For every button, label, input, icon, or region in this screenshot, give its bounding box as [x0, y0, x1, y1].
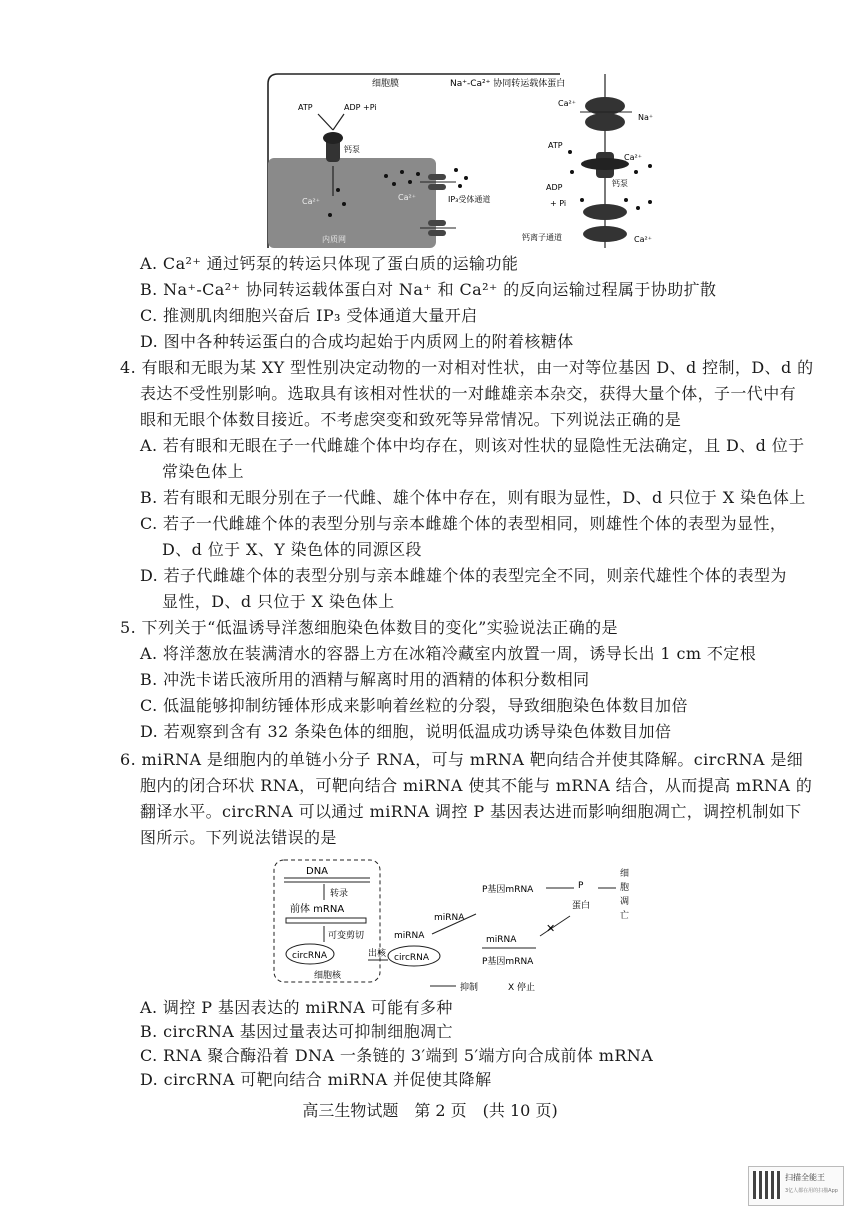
q6-option-b: B. circRNA 基因过量表达可抑制细胞凋亡 — [140, 1022, 453, 1041]
q3-option-a: A. Ca²⁺ 通过钙泵的转运只体现了蛋白质的运输功能 — [140, 254, 519, 273]
q4-option-d: D. 若子代雌雄个体的表型分别与亲本雌雄个体的表型完全不同，则亲代雄性个体的表型为 — [140, 566, 787, 585]
scanner-label: 扫描全能王 — [785, 1173, 825, 1182]
dna-label: DNA — [306, 866, 329, 877]
er-region — [268, 158, 436, 248]
q4-option-a-cont: 常染色体上 — [162, 462, 245, 481]
calcium-transport-figure — [260, 70, 680, 248]
splice-label: 可变剪切 — [328, 931, 365, 941]
q4-option-c-cont: D、d 位于 X、Y 染色体的同源区段 — [162, 540, 422, 559]
circrna-label: circRNA — [292, 951, 328, 961]
er-label: 内质网 — [322, 235, 346, 244]
p-protein-2: 蛋白 — [572, 901, 591, 911]
apoptosis-1: 细 — [620, 869, 630, 879]
membrane-label: 细胞膜 — [372, 79, 400, 89]
r-pi: + Pi — [550, 199, 567, 208]
mirna-p-label: miRNA — [486, 935, 517, 945]
mirna-free-label: miRNA — [434, 913, 465, 923]
right-pump-icon — [581, 152, 629, 178]
nucleus-label: 细胞核 — [314, 971, 342, 981]
r-na: Na⁺ — [638, 113, 654, 122]
ca-er-label: Ca²⁺ — [398, 193, 416, 202]
r-pump: 钙泵 — [612, 179, 628, 188]
q6-option-c: C. RNA 聚合酶沿着 DNA 一条链的 3′端到 5′端方向合成前体 mRNA — [140, 1046, 654, 1065]
q5-stem: 5. 下列关于“低温诱导洋葱细胞染色体数目的变化”实验说法正确的是 — [120, 618, 618, 637]
pump-label: 钙泵 — [344, 145, 360, 154]
circrna-regulation-figure — [270, 856, 645, 996]
q6-stem-1: 6. miRNA 是细胞内的单链小分子 RNA，可与 mRNA 靶向结合并使其降解。circRNA 是细 — [120, 750, 804, 769]
q4-stem-1: 4. 有眼和无眼为某 XY 型性别决定动物的一对相对性状，由一对等位基因 D、d 控制，D、d 的 — [120, 358, 814, 377]
circrna-cyto-label: circRNA — [394, 953, 430, 963]
q6-stem-3: 翻译水平。circRNA 可以通过 miRNA 调控 P 基因表达进而影响细胞凋亡，调控机制如下 — [140, 802, 802, 821]
q4-option-a: A. 若有眼和无眼在子一代雌雄个体中均存在，则该对性状的显隐性无法确定，且 D、d 位于 — [140, 436, 805, 455]
q4-option-b: B. 若有眼和无眼分别在子一代雌、雄个体中存在，则有眼为显性，D、d 只位于 X 染色体上 — [140, 488, 806, 507]
exchanger-label: Na⁺-Ca²⁺ 协同转运载体蛋白 — [450, 79, 566, 89]
q4-option-d-cont: 显性，D、d 只位于 X 染色体上 — [162, 592, 395, 611]
pre-mrna-label: 前体 mRNA — [290, 904, 345, 915]
q6-stem-4: 图所示。下列说法错误的是 — [140, 828, 337, 847]
p-mrna2-label: P基因mRNA — [482, 957, 534, 967]
pre-mrna-strand — [286, 918, 366, 923]
mirna-bound-label: miRNA — [394, 931, 425, 941]
qr-code-icon — [753, 1171, 781, 1199]
r-adp: ADP — [546, 183, 563, 192]
r-ca-mid: Ca²⁺ — [624, 153, 642, 162]
q5-option-a: A. 将洋葱放在装满清水的容器上方在冰箱冷藏室内放置一周，诱导长出 1 cm 不定根 — [140, 644, 757, 663]
q5-option-c: C. 低温能够抑制纺锤体形成来影响着丝粒的分裂，导致细胞染色体数目加倍 — [140, 696, 688, 715]
p-protein-1: P — [578, 881, 584, 891]
r-atp: ATP — [548, 141, 563, 150]
apoptosis-4: 亡 — [620, 911, 630, 921]
q4-stem-2: 表达不受性别影响。选取具有该相对性状的一对雌雄亲本杂交，获得大量个体，子一代中有 — [140, 384, 797, 403]
scanner-sub: 3亿人都在用的扫描App — [785, 1188, 838, 1194]
q6-option-d: D. circRNA 可靶向结合 miRNA 并促使其降解 — [140, 1070, 492, 1089]
export-label: 出核 — [368, 949, 387, 959]
adp-label: ADP +Pi — [344, 103, 377, 112]
q6-option-a: A. 调控 P 基因表达的 miRNA 可能有多种 — [140, 998, 453, 1017]
ca-in-label: Ca²⁺ — [302, 197, 320, 206]
legend-stop: X 停止 — [508, 983, 536, 993]
q5-option-b: B. 冲洗卡诺氏液所用的酒精与解离时用的酒精的体积分数相同 — [140, 670, 590, 689]
transcribe-label: 转录 — [330, 889, 349, 899]
q5-option-d: D. 若观察到含有 32 条染色体的细胞，说明低温成功诱导染色体数目加倍 — [140, 722, 672, 741]
exchanger-icon — [580, 97, 632, 131]
r-ca-bot: Ca²⁺ — [634, 235, 652, 244]
q4-stem-3: 眼和无眼个体数目接近。不考虑突变和致死等异常情况。下列说法正确的是 — [140, 410, 682, 429]
scanner-watermark — [748, 1166, 844, 1206]
stop-mark-icon: ✕ — [546, 922, 556, 935]
r-channel: 钙离子通道 — [522, 233, 562, 242]
r-ca-top: Ca²⁺ — [558, 99, 576, 108]
legend-inhibit: 抑制 — [460, 983, 479, 993]
q6-stem-2: 胞内的闭合环状 RNA，可靶向结合 miRNA 使其不能与 mRNA 结合，从而提高 mRNA 的 — [140, 776, 813, 795]
q3-option-b: B. Na⁺-Ca²⁺ 协同转运载体蛋白对 Na⁺ 和 Ca²⁺ 的反向运输过程属于协助扩散 — [140, 280, 717, 299]
atp-label: ATP — [298, 103, 313, 112]
q3-option-c: C. 推测肌肉细胞兴奋后 IP₃ 受体通道大量开启 — [140, 306, 478, 325]
ip3-label: IP₃受体通道 — [448, 195, 491, 204]
apoptosis-2: 胞 — [620, 883, 630, 893]
apoptosis-3: 凋 — [620, 897, 630, 907]
page-footer: 高三生物试题 第 2 页 (共 10 页) — [302, 1101, 558, 1120]
p-mrna-label: P基因mRNA — [482, 885, 534, 895]
q3-option-d: D. 图中各种转运蛋白的合成均起始于内质网上的附着核糖体 — [140, 332, 574, 351]
q4-option-c: C. 若子一代雌雄个体的表型分别与亲本雌雄个体的表型相同，则雄性个体的表型为显性， — [140, 514, 787, 533]
